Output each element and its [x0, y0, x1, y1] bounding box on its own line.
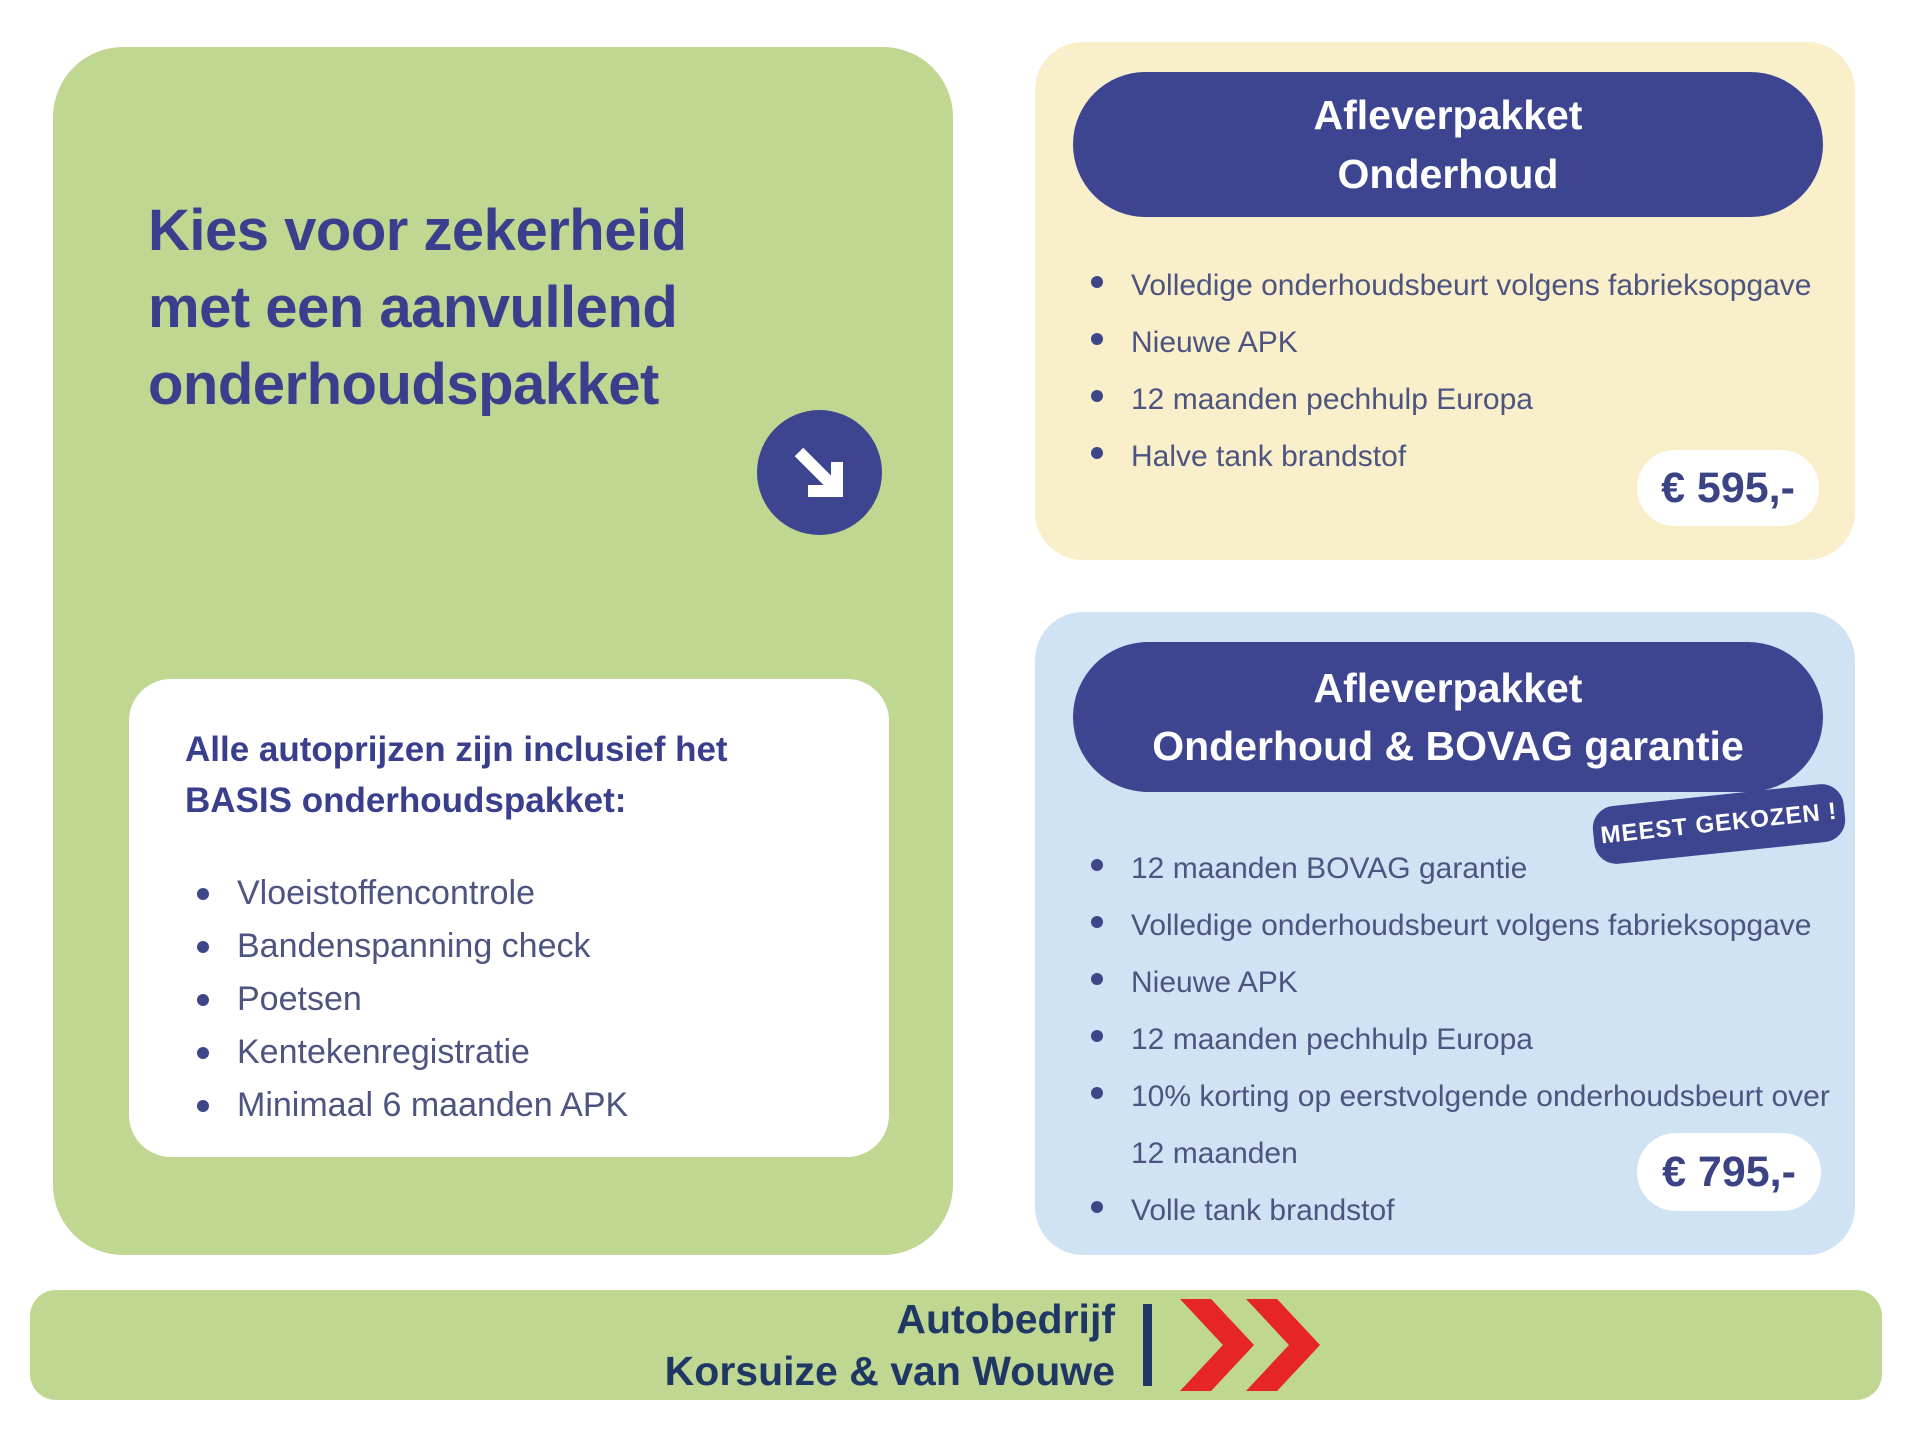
list-item: Minimaal 6 maanden APK	[185, 1079, 849, 1132]
list-item: Volle tank brandstof	[1079, 1182, 1845, 1239]
list-item: Volledige onderhoudsbeurt volgens fabrieksopgave	[1079, 257, 1845, 314]
heading-line: Kies voor zekerheid	[148, 198, 687, 263]
package-title-line: Afleverpakket	[1313, 92, 1583, 139]
package-title-pill	[1073, 72, 1823, 217]
footer-bar	[30, 1290, 1882, 1400]
company-name	[30, 1290, 1115, 1400]
package-title-line: Afleverpakket	[1313, 664, 1583, 711]
company-name-line: Autobedrijf	[896, 1295, 1115, 1342]
most-chosen-badge: MEEST GEKOZEN !	[1591, 782, 1848, 866]
package-title-line: Onderhoud	[1337, 150, 1559, 197]
arrow-down-right-icon	[781, 434, 859, 512]
basis-card-title	[185, 725, 849, 827]
price-badge: € 795,-	[1637, 1133, 1821, 1211]
heading-line: onderhoudspakket	[148, 352, 659, 418]
basis-title-line: BASIS onderhoudspakket:	[185, 780, 627, 820]
package-card-onderhoud	[1035, 42, 1855, 560]
list-item: Vloeistoffencontrole	[185, 867, 849, 920]
list-item: Halve tank brandstof	[1079, 428, 1845, 485]
double-chevron-right-icon	[1246, 1299, 1320, 1391]
list-item: 12 maanden pechhulp Europa	[1079, 1011, 1845, 1068]
main-heading	[148, 192, 687, 423]
price-badge: € 595,-	[1637, 450, 1819, 526]
vertical-divider	[1143, 1304, 1152, 1386]
arrow-circle-badge	[757, 410, 882, 535]
left-panel	[53, 47, 953, 1255]
basis-package-card	[129, 679, 889, 1157]
basis-title-line: Alle autoprijzen zijn inclusief het	[185, 730, 728, 769]
list-item: Volledige onderhoudsbeurt volgens fabrieksopgave	[1079, 897, 1845, 954]
list-item: Nieuwe APK	[1079, 954, 1845, 1011]
list-item: 12 maanden pechhulp Europa	[1079, 371, 1845, 428]
package-title-pill	[1073, 642, 1823, 792]
list-item: Poetsen	[185, 973, 849, 1026]
package-title-line: Onderhoud & BOVAG garantie	[1152, 723, 1744, 769]
company-name-line: Korsuize & van Wouwe	[664, 1348, 1115, 1394]
list-item: Nieuwe APK	[1079, 314, 1845, 371]
list-item: 10% korting op eerstvolgende onderhoudsbeurt over 12 maanden	[1079, 1068, 1831, 1182]
basis-feature-list	[185, 867, 849, 1132]
list-item: 12 maanden BOVAG garantie	[1079, 840, 1845, 897]
double-chevron-right-icon	[1180, 1299, 1254, 1391]
list-item: Kentekenregistratie	[185, 1026, 849, 1079]
heading-line: met een aanvullend	[148, 275, 678, 341]
package-card-bovag	[1035, 612, 1855, 1255]
list-item: Bandenspanning check	[185, 920, 849, 973]
